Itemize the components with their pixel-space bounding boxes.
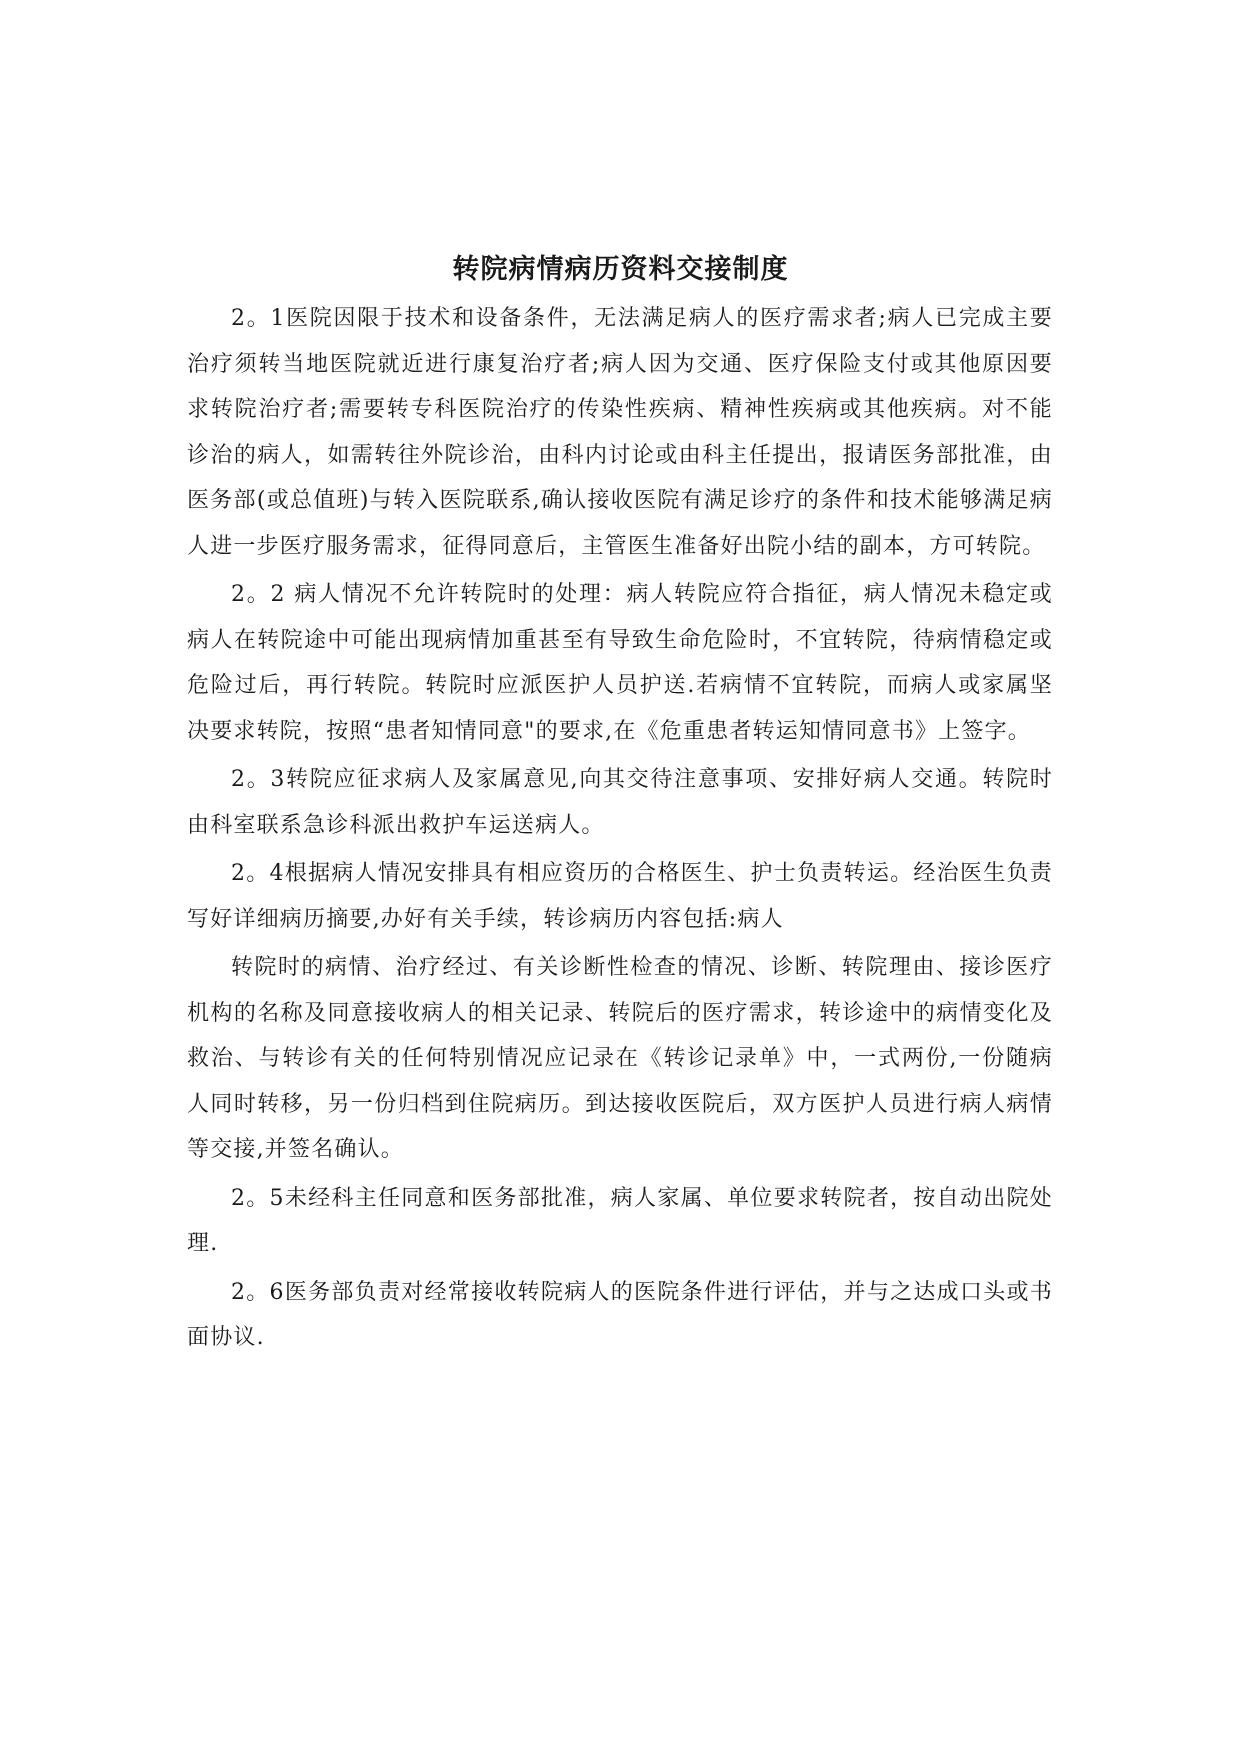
paragraph-2-2: 2。2 病人情况不允许转院时的处理：病人转院应符合指征，病人情况未稳定或病人在转院途中可能出现病情加重甚至有导致生命危险时，不宜转院，待病情稳定或危险过后，再行转院。转院时应派医护人员护送.若病情不宜转院，而病人或家属坚决要求转院，按照“患者知情同意"的要求,在《危重患者转运知情同意书》上签字。	[187, 582, 1053, 744]
paragraph-2-6: 2。6医务部负责对经常接收转院病人的医院条件进行评估，并与之达成口头或书面协议.	[187, 1279, 1053, 1350]
paragraph-2-5: 2。5未经科主任同意和医务部批准，病人家属、单位要求转院者，按自动出院处理.	[187, 1185, 1053, 1256]
paragraph-2-1: 2。1医院因限于技术和设备条件，无法满足病人的医疗需求者;病人已完成主要治疗须转当地医院就近进行康复治疗者;病人因为交通、医疗保险支付或其他原因要求转院治疗者;需要转专科医院治疗的传染性疾病、精神性疾病或其他疾病。对不能诊治的病人，如需转往外院诊治，由科内讨论或由科主任提出，报请医务部批准，由医务部(或总值班)与转入医院联系,确认接收医院有满足诊疗的条件和技术能够满足病人进一步医疗服务需求，征得同意后，主管医生准备好出院小结的副本，方可转院。	[187, 306, 1053, 559]
document-body	[187, 296, 1053, 1361]
paragraph-2-3: 2。3转院应征求病人及家属意见,向其交待注意事项、安排好病人交通。转院时由科室联系急诊科派出救护车运送病人。	[187, 767, 1053, 838]
document-title: 转院病情病历资料交接制度	[452, 254, 789, 285]
paragraph-2-4-continued: 转院时的病情、治疗经过、有关诊断性检查的情况、诊断、转院理由、接诊医疗机构的名称及同意接收病人的相关记录、转院后的医疗需求，转诊途中的病情变化及救治、与转诊有关的任何特别情况应记录在《转诊记录单》中，一式两份,一份随病人同时转移，另一份归档到住院病历。到达接收医院后，双方医护人员进行病人病情等交接,并签名确认。	[187, 955, 1053, 1162]
paragraph-2-4: 2。4根据病人情况安排具有相应资历的合格医生、护士负责转运。经治医生负责写好详细病历摘要,办好有关手续，转诊病历内容包括:病人	[187, 861, 1053, 932]
